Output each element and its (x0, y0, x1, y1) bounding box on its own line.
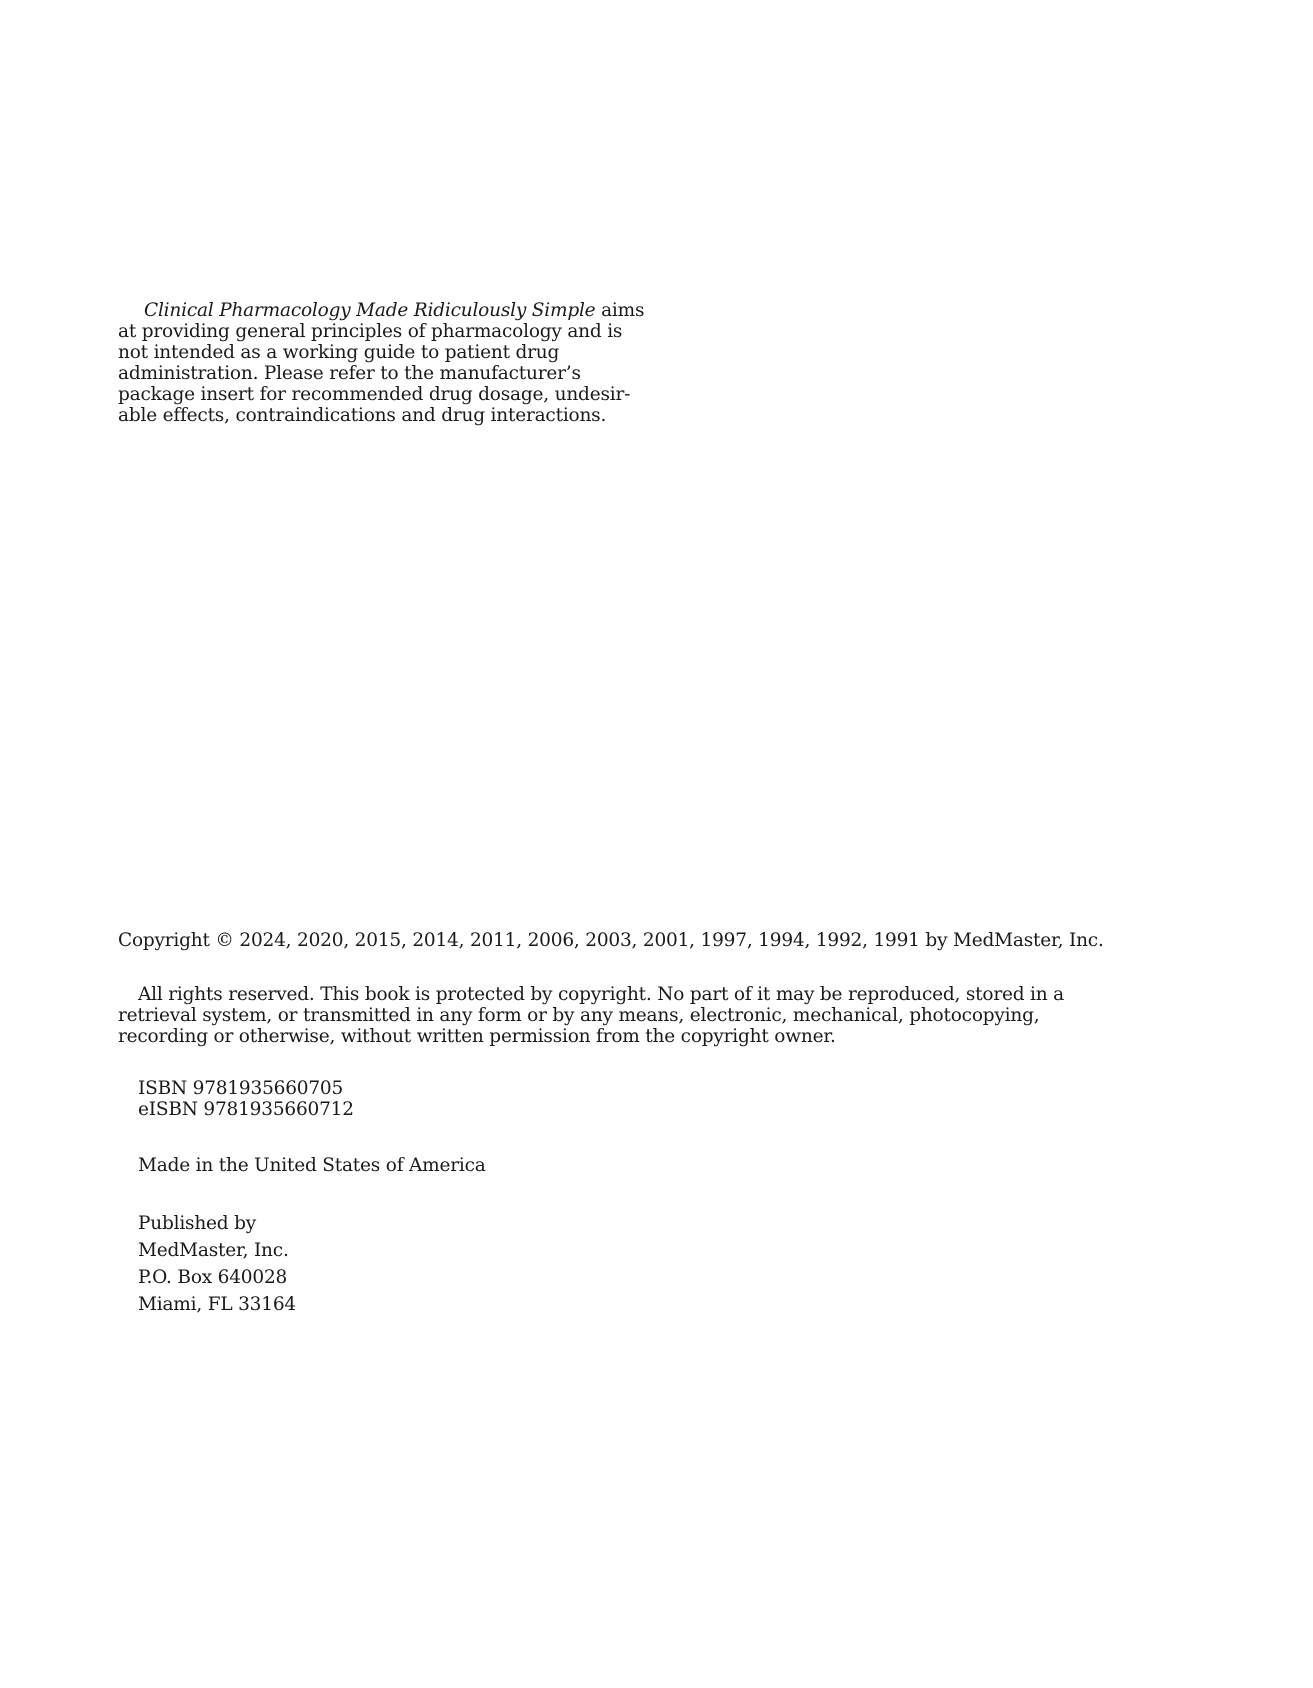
isbn-print: ISBN 9781935660705 (138, 1078, 344, 1099)
disclaimer-line-2: at providing general principles of pharmacology and is (118, 321, 623, 342)
rights-line-2: retrieval system, or transmitted in any form or by any means, electronic, mechanical, photocopying, (118, 1005, 1040, 1026)
copyright-notice: Copyright © 2024, 2020, 2015, 2014, 2011, 2006, 2003, 2001, 1997, 1994, 1992, 1991 by MedMaster, Inc. (118, 930, 1104, 951)
disclaimer-line-1: Clinical Pharmacology Made Ridiculously Simple aims (144, 300, 645, 321)
rights-line-3: recording or otherwise, without written permission from the copyright owner. (118, 1026, 836, 1047)
disclaimer-line-4: administration. Please refer to the manufacturer’s (118, 363, 581, 384)
book-title: Clinical Pharmacology Made Ridiculously Simple (144, 300, 596, 321)
publisher-city: Miami, FL 33164 (138, 1294, 296, 1315)
disclaimer-line-3: not intended as a working guide to patient drug (118, 342, 560, 363)
publisher-name: MedMaster, Inc. (138, 1240, 289, 1261)
publisher-address (138, 1210, 296, 1318)
made-in-notice: Made in the United States of America (138, 1155, 486, 1176)
isbn-ebook: eISBN 9781935660712 (138, 1099, 354, 1120)
publisher-label: Published by (138, 1213, 257, 1234)
disclaimer-line-5: package insert for recommended drug dosage, undesir- (118, 384, 631, 405)
isbn-block (138, 1078, 354, 1120)
disclaimer-line-6: able effects, contraindications and drug interactions. (118, 405, 607, 426)
rights-paragraph (118, 984, 1098, 1047)
publisher-po-box: P.O. Box 640028 (138, 1267, 288, 1288)
disclaimer-paragraph (118, 300, 645, 426)
rights-line-1: All rights reserved. This book is protected by copyright. No part of it may be reproduced, stored in a (138, 984, 1064, 1005)
